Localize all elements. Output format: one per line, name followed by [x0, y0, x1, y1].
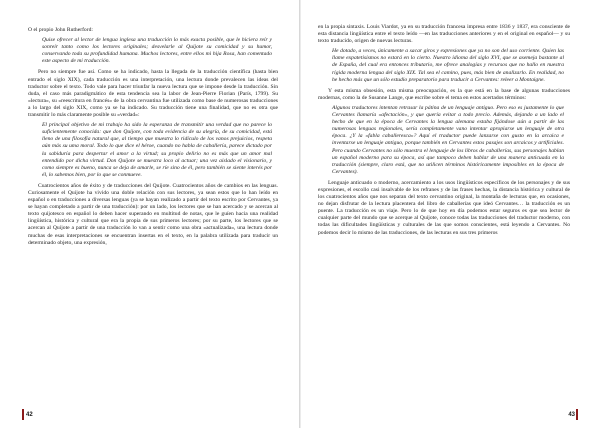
- paragraph: en la propia sintaxis. Louis Viardot, ya en su traducción francesa impresa entre 1836 y 1837, era consciente de esta distancia lingüística entre el texto leído —en las traducciones anteriores y en el original en español— y su texto traducido, origen de nuevas lecturas.: [318, 24, 570, 45]
- paragraph: Cuatrocientos años de éxito y de traducciones del Quijote. Cuatrocientos años de cambios en las lenguas. Curiosamente el Quijote ha vivido una doble relación con sus lectores, ya sean estos que lo han leído en español o en traducciones a diversas lenguas (ya se hayan realizado a partir del texto escrito por Cervantes, ya se hayan completado a partir de una traducción): por un lado, los lectores que se han acercado y se acercan al texto quijotesco en español lo deben hacer superando en multitud de notas, que le guíen hacia una realidad lingüística, histórica y cultural que era la propia de sus primeros lectores; por su parte, los lectores que se acercan al Quijote a partir de una traducción lo van a sentir como una obra «actualizada», una lectura donde muchas de esas interpretaciones se encuentran insertas en el texto, en la palabra utilizada para traducir un determinado objeto, una expresión,: [28, 182, 278, 246]
- page-marker-bar: [22, 409, 24, 420]
- block-quote: El principal objetivo de mi trabajo ha sido la esperanza de transmitir una verdad que no parece lo suficientemente conocida: que don Quijote, con toda evidencia de su alegría, de su comicidad, está lleno de una filosofía natural que, al tiempo que muestra lo ridículo de los vanos prejuicios, respeta aún más su uma moral. Todo lo que dice el héroe, cuando no habla de caballería, parece dictado por la sabiduría para despertar el amor a la virtud; su propio delirio no es más que un amor mal entendido por dicha virtud. Don Quijote se muestra loco al actuar; una vez aislado el visionario, y como siempre es bueno, nunca se deja de amarle, se ríe sino de él, pero también se siente interés por él, lo sabemos bien, por lo que se conmueve.: [42, 122, 272, 178]
- paragraph: Lenguaje anticuado o moderno, acercamiento a los usos lingüísticos específicos de los personajes y de sus expresiones, el escollo casi insalvable de los refranes y de las frases hechas, la distancia histórica y cultural de los cuatrocientos años que nos separan del texto cervantino original, la montaña de lecturas que, en ocasiones, no dejan disfrutar de la lectura placentera del libro de caballerías que ideó Cervantes… la traducción es un puente. La traducción es un viaje. Pero lo de que hoy en día podemos estar seguros es que sea lector de cualquier parte del mundo que se acerque al Quijote, conoce todas las traducciones del traductor moderno, con todas las dificultades lingüísticas y culturales de las que somos conscientes, está leyendo a Cervantes. No podemos decir lo mismo de las traducciones, de las lecturas en sus tres primeros: [318, 179, 570, 236]
- right-page-text: [318, 24, 570, 240]
- page-marker-bar: [576, 409, 578, 420]
- page-number: 43: [568, 412, 575, 418]
- paragraph: O el propio John Rutherford:: [28, 27, 93, 33]
- paragraph: Pero no siempre fue así. Como se ha indicado, hasta la llegada de la traducción científica (hasta bien entrado el siglo XIX), cada traducción es una interpretación, una lectura donde prevalecen las ideas del traductor sobre el texto. Todo vale para hacer triunfar la nueva lectura que se impone desde la traducción. Sin duda, el caso más paradigmático de esta tendencia sea la labor de Jean-Pierre Florian (París, 1799). Su «lectura», su «reescritura en francés» de la obra cervantina fue utilizada como base de numerosas traducciones a lo largo del siglo XIX, como ya se ha indicado. Su traducción tiene una finalidad, que no es otra que transmitir lo más claramente posible su «verdad»:: [28, 69, 278, 119]
- block-quote: Quise ofrecer al lector de lengua inglesa una traducción lo más exacta posible, que le hiciera reír y sonreír tanto como los lectores originales; desvelarle al Quijote su comicidad y su humor, conservando toda su profundidad humana. Muchos lectores, entre ellos mi hija Rosa, han comentado este aspecto de mi traducción.: [42, 37, 272, 65]
- block-quote: Algunos traductores intentan retrasar la pátina de un lenguaje antiguo. Pero eso es justamente lo que Cervantes llamaría «afectación», y que quería evitar a todo precio. Además, dejando a un lado el hecho de que en la época de Cervantes la lengua alemana estaba fijándose aún a partir de las numerosas lenguas regionales, sería completamente vano intentar apropiarse un lenguaje de otra época. ¿Y la «fabla caballeresca»? Aquí el traductor puede lanzarse con gusto en la arcaica e inventarse un lenguaje antiguo, porque también en Cervantes estos pasajes son arcaicos y artificiales. Pero cuando Cervantes no sólo muestra el lenguaje de los libros de caballerías, sus personajes hablan un español moderno para su época, así que tampoco deben hablar de una manera anticuada en la traducción (siempre, claro está, que no utilicen términos históricamente imposibles en la época de Cervantes).: [332, 104, 564, 175]
- paragraph: Y esta misma obsesión, esta misma preocupación, es la que está en la base de algunas traducciones modernas, como la de Susanne Lange, que escribe sobre el tema en estos acertados términos:: [318, 87, 570, 101]
- right-page: [300, 0, 600, 428]
- page-number: 42: [26, 412, 33, 418]
- block-quote: He dotado, a veces, únicamente a sacar giros y expresiones que ya no son del uso corriente. Quien las llame expatetisismos no estará en lo cierto. Nuestro idioma del siglo XVI, que se asemeja bastante al de España, del cual era entonces tributario, me ofrece analogías y recursos que no hallo en nuestra rígida moderna lengua del siglo XIX. Tal sea el camino, pues, más bien de analizarlo. En realidad, no he hecho más que un sólo estudio preparatorio para traducir a Cervantes: releer a Montaigne.: [332, 48, 564, 83]
- left-page-text: [28, 27, 278, 250]
